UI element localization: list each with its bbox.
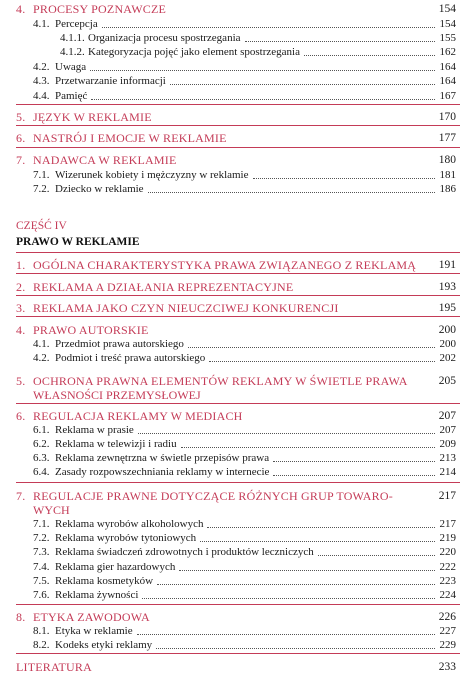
toc-section-entry[interactable] bbox=[0, 89, 464, 103]
entry-title: Reklama gier hazardowych bbox=[55, 561, 176, 573]
page-number: 181 bbox=[439, 169, 456, 181]
dot-leader bbox=[304, 45, 435, 56]
entry-number: 6.3. bbox=[33, 452, 50, 464]
entry-number: 7.1. bbox=[33, 169, 50, 181]
part-title: PRAWO W REKLAMIE bbox=[16, 236, 140, 248]
toc-section-entry[interactable] bbox=[0, 60, 464, 74]
dot-leader bbox=[170, 74, 435, 85]
entry-title: Reklama w prasie bbox=[55, 424, 134, 436]
dot-leader bbox=[179, 560, 435, 571]
page-number: 219 bbox=[439, 532, 456, 544]
entry-number: 7. bbox=[16, 489, 26, 503]
entry-title: LITERATURA bbox=[16, 660, 92, 674]
entry-title: Reklama wyrobów alkoholowych bbox=[55, 518, 204, 530]
toc-section-entry[interactable] bbox=[0, 451, 464, 465]
entry-number: 7. bbox=[16, 153, 26, 167]
entry-title: PROCESY POZNAWCZE bbox=[33, 2, 167, 16]
toc-chapter-entry[interactable] bbox=[0, 110, 464, 124]
section-divider bbox=[16, 482, 460, 483]
entry-title: Reklama zewnętrzna w świetle przepisów prawa bbox=[55, 452, 270, 464]
entry-title: JĘZYK W REKLAMIE bbox=[33, 110, 152, 124]
page-number: 207 bbox=[439, 424, 456, 436]
dot-leader bbox=[138, 423, 435, 434]
toc-section-entry[interactable] bbox=[0, 624, 464, 638]
toc-section-entry[interactable] bbox=[0, 168, 464, 182]
toc-section-entry[interactable] bbox=[0, 517, 464, 531]
entry-title: Zasady rozpowszechniania reklamy w internecie bbox=[55, 466, 270, 478]
page-number: 164 bbox=[439, 61, 456, 73]
page-number: 162 bbox=[439, 46, 456, 58]
dot-leader bbox=[156, 638, 435, 649]
section-divider bbox=[16, 147, 460, 148]
entry-number: 4. bbox=[16, 323, 26, 337]
entry-number: 4.1.1. bbox=[60, 32, 85, 44]
entry-number: 4.3. bbox=[33, 75, 50, 87]
section-divider bbox=[16, 125, 460, 126]
page-number: 209 bbox=[439, 438, 456, 450]
page-number: 229 bbox=[439, 639, 456, 651]
page-number: 167 bbox=[439, 90, 456, 102]
section-divider bbox=[16, 252, 460, 253]
entry-title: Przetwarzanie informacji bbox=[55, 75, 166, 87]
entry-title: Pamięć bbox=[55, 90, 88, 102]
entry-number: 4.2. bbox=[33, 61, 50, 73]
entry-number: 5. bbox=[16, 374, 26, 388]
toc-chapter-entry[interactable] bbox=[0, 489, 464, 503]
section-divider bbox=[16, 604, 460, 605]
dot-leader bbox=[91, 89, 435, 100]
dot-leader bbox=[137, 624, 435, 635]
page-number: 227 bbox=[439, 625, 456, 637]
page-number: 222 bbox=[439, 561, 456, 573]
section-divider bbox=[16, 316, 460, 317]
toc-section-entry[interactable] bbox=[0, 531, 464, 545]
entry-number: 8. bbox=[16, 610, 26, 624]
page-number: 213 bbox=[439, 452, 456, 464]
page-number: 191 bbox=[438, 259, 456, 271]
entry-number: 8.2. bbox=[33, 639, 50, 651]
toc-section-entry[interactable] bbox=[0, 31, 464, 45]
entry-title: Kodeks etyki reklamy bbox=[55, 639, 153, 651]
toc-chapter-entry[interactable] bbox=[0, 280, 464, 294]
page-number: 164 bbox=[439, 75, 456, 87]
entry-number: 3. bbox=[16, 301, 26, 315]
entry-title: NASTRÓJ I EMOCJE W REKLAMIE bbox=[33, 131, 227, 145]
page-number: 180 bbox=[438, 154, 456, 166]
entry-number: 8.1. bbox=[33, 625, 50, 637]
entry-title-continuation: WYCH bbox=[33, 503, 70, 517]
entry-number: 4.1.2. bbox=[60, 46, 85, 58]
dot-leader bbox=[181, 437, 435, 448]
entry-title: Reklama w telewizji i radiu bbox=[55, 438, 177, 450]
entry-number: 4. bbox=[16, 2, 26, 16]
entry-title: ETYKA ZAWODOWA bbox=[33, 610, 150, 624]
toc-section-entry[interactable] bbox=[0, 437, 464, 451]
entry-number: 6.2. bbox=[33, 438, 50, 450]
entry-title: Podmiot i treść prawa autorskiego bbox=[55, 352, 206, 364]
toc-chapter-entry[interactable] bbox=[0, 301, 464, 315]
entry-title: Etyka w reklamie bbox=[55, 625, 133, 637]
toc-chapter-entry[interactable] bbox=[0, 610, 464, 624]
entry-title: Dziecko w reklamie bbox=[55, 183, 144, 195]
toc-chapter-entry[interactable] bbox=[0, 374, 464, 388]
toc-section-entry[interactable] bbox=[0, 465, 464, 479]
toc-section-entry[interactable] bbox=[0, 638, 464, 652]
entry-title: PRAWO AUTORSKIE bbox=[33, 323, 149, 337]
page-number: 177 bbox=[438, 132, 456, 144]
page-number: 170 bbox=[438, 111, 456, 123]
entry-title: Organizacja procesu spostrzegania bbox=[88, 32, 241, 44]
page-number: 233 bbox=[438, 661, 456, 673]
toc-section-entry[interactable] bbox=[0, 423, 464, 437]
section-divider bbox=[16, 653, 460, 654]
entry-number: 7.2. bbox=[33, 183, 50, 195]
toc-section-entry[interactable] bbox=[0, 74, 464, 88]
toc-chapter-entry[interactable] bbox=[0, 2, 464, 16]
entry-title: REKLAMA JAKO CZYN NIEUCZCIWEJ KONKURENCJI bbox=[33, 301, 339, 315]
page-number: 217 bbox=[438, 490, 456, 502]
entry-title: Reklama świadczeń zdrowotnych i produktów leczniczych bbox=[55, 546, 314, 558]
dot-leader bbox=[142, 588, 435, 599]
section-divider bbox=[16, 403, 460, 404]
entry-title: REKLAMA A DZIAŁANIA REPREZENTACYJNE bbox=[33, 280, 294, 294]
section-divider bbox=[16, 295, 460, 296]
page-number: 200 bbox=[439, 338, 456, 350]
entry-title: Reklama kosmetyków bbox=[55, 575, 154, 587]
toc-section-entry[interactable] bbox=[0, 588, 464, 602]
toc-chapter-entry[interactable] bbox=[0, 323, 464, 337]
entry-title: Przedmiot prawa autorskiego bbox=[55, 338, 184, 350]
entry-title: NADAWCA W REKLAMIE bbox=[33, 153, 177, 167]
page-number: 200 bbox=[438, 324, 456, 336]
entry-number: 6. bbox=[16, 409, 26, 423]
entry-number: 5. bbox=[16, 110, 26, 124]
page-number: 220 bbox=[439, 546, 456, 558]
entry-number: 7.1. bbox=[33, 518, 50, 530]
page-number: 217 bbox=[439, 518, 456, 530]
entry-number: 7.4. bbox=[33, 561, 50, 573]
toc-section-entry[interactable] bbox=[0, 17, 464, 31]
dot-leader bbox=[90, 60, 435, 71]
toc-chapter-entry[interactable] bbox=[0, 258, 464, 272]
toc-chapter-entry[interactable] bbox=[0, 153, 464, 167]
toc-section-entry[interactable] bbox=[0, 45, 464, 59]
dot-leader bbox=[253, 168, 435, 179]
dot-leader bbox=[148, 182, 435, 193]
page-number: 195 bbox=[438, 302, 456, 314]
entry-title: OCHRONA PRAWNA ELEMENTÓW REKLAMY W ŚWIETLE PRAWA bbox=[33, 374, 408, 388]
dot-leader bbox=[188, 337, 435, 348]
page-number: 154 bbox=[439, 18, 456, 30]
page-number: 202 bbox=[439, 352, 456, 364]
page-number: 223 bbox=[439, 575, 456, 587]
entry-title: Wizerunek kobiety i mężczyzny w reklamie bbox=[55, 169, 249, 181]
page-number: 226 bbox=[438, 611, 456, 623]
entry-title: Kategoryzacja pojęć jako element spostrzegania bbox=[88, 46, 300, 58]
page-number: 186 bbox=[439, 183, 456, 195]
page-number: 205 bbox=[438, 375, 456, 387]
page-number: 193 bbox=[438, 281, 456, 293]
toc-section-entry[interactable] bbox=[0, 560, 464, 574]
toc-section-entry[interactable] bbox=[0, 574, 464, 588]
dot-leader bbox=[102, 17, 435, 28]
entry-title: Uwaga bbox=[55, 61, 87, 73]
toc-chapter-entry[interactable] bbox=[0, 660, 464, 674]
entry-title: Reklama żywności bbox=[55, 589, 139, 601]
dot-leader bbox=[157, 574, 435, 585]
entry-number: 1. bbox=[16, 258, 26, 272]
dot-leader bbox=[245, 31, 435, 42]
dot-leader bbox=[273, 465, 435, 476]
section-divider bbox=[16, 104, 460, 105]
entry-number: 4.1. bbox=[33, 338, 50, 350]
toc-section-entry[interactable] bbox=[0, 545, 464, 559]
entry-title: REGULACJA REKLAMY W MEDIACH bbox=[33, 409, 243, 423]
entry-number: 7.3. bbox=[33, 546, 50, 558]
dot-leader bbox=[273, 451, 435, 462]
toc-chapter-entry[interactable] bbox=[0, 409, 464, 423]
dot-leader bbox=[209, 351, 435, 362]
entry-title-continuation: WŁASNOŚCI PRZEMYSŁOWEJ bbox=[33, 388, 201, 402]
toc-chapter-entry[interactable] bbox=[0, 131, 464, 145]
dot-leader bbox=[200, 531, 435, 542]
entry-number: 6. bbox=[16, 131, 26, 145]
page-number: 155 bbox=[439, 32, 456, 44]
entry-number: 6.4. bbox=[33, 466, 50, 478]
entry-number: 4.2. bbox=[33, 352, 50, 364]
page-number: 214 bbox=[439, 466, 456, 478]
toc-section-entry[interactable] bbox=[0, 337, 464, 351]
entry-number: 7.5. bbox=[33, 575, 50, 587]
part-label: CZĘŚĆ IV bbox=[16, 220, 67, 232]
page-number: 224 bbox=[439, 589, 456, 601]
page-number: 207 bbox=[438, 410, 456, 422]
entry-number: 4.4. bbox=[33, 90, 50, 102]
entry-number: 2. bbox=[16, 280, 26, 294]
entry-number: 7.6. bbox=[33, 589, 50, 601]
entry-title: REGULACJE PRAWNE DOTYCZĄCE RÓŻNYCH GRUP TOWARO- bbox=[33, 489, 393, 503]
page-number: 154 bbox=[438, 3, 456, 15]
toc-section-entry[interactable] bbox=[0, 182, 464, 196]
entry-title: Reklama wyrobów tytoniowych bbox=[55, 532, 197, 544]
entry-title: Percepcja bbox=[55, 18, 98, 30]
entry-title: OGÓLNA CHARAKTERYSTYKA PRAWA ZWIĄZANEGO Z REKLAMĄ bbox=[33, 258, 417, 272]
section-divider bbox=[16, 273, 460, 274]
toc-section-entry[interactable] bbox=[0, 351, 464, 365]
entry-number: 6.1. bbox=[33, 424, 50, 436]
entry-number: 4.1. bbox=[33, 18, 50, 30]
dot-leader bbox=[207, 517, 435, 528]
dot-leader bbox=[318, 545, 435, 556]
entry-number: 7.2. bbox=[33, 532, 50, 544]
